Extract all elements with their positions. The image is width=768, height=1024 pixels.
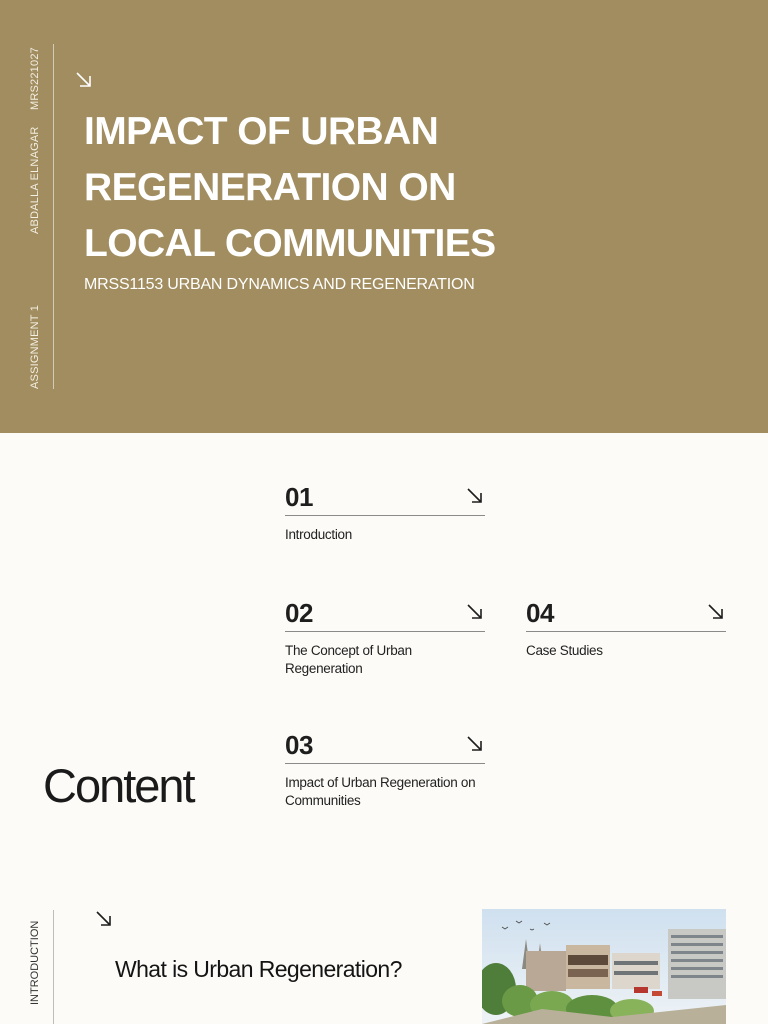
- author-name: ABDALLA ELNAGAR: [29, 126, 41, 234]
- course-subtitle: MRSS1153 URBAN DYNAMICS AND REGENERATION: [84, 276, 475, 293]
- title-line-3: LOCAL COMMUNITIES: [84, 222, 496, 265]
- student-id: MRS221027: [29, 47, 41, 110]
- toc-number: 04: [526, 598, 554, 628]
- title-line-2: REGENERATION ON: [84, 166, 456, 209]
- arrow-down-right-icon: [465, 734, 485, 754]
- urban-regeneration-photo: [482, 909, 726, 1024]
- toc-number: 01: [285, 482, 313, 512]
- section-title: What is Urban Regeneration?: [115, 956, 402, 982]
- toc-divider: [285, 631, 485, 632]
- assignment-label: ASSIGNMENT 1: [29, 304, 41, 389]
- toc-number: 02: [285, 598, 313, 628]
- city-scene-image: [482, 909, 726, 1024]
- arrow-down-right-icon: [465, 486, 485, 506]
- page-title: [84, 104, 644, 272]
- toc-divider: [285, 763, 485, 764]
- arrow-down-right-icon: [706, 602, 726, 622]
- toc-divider: [285, 515, 485, 516]
- toc-item-02[interactable]: [285, 598, 485, 678]
- vertical-divider: [53, 910, 54, 1024]
- toc-divider: [526, 631, 726, 632]
- title-line-1: IMPACT OF URBAN: [84, 110, 439, 153]
- toc-item-03[interactable]: [285, 730, 485, 810]
- toc-label: Impact of Urban Regeneration on Communities: [285, 775, 476, 808]
- arrow-down-right-icon: [465, 602, 485, 622]
- content-heading: Content: [43, 759, 194, 812]
- toc-label: Case Studies: [526, 643, 603, 658]
- section-label: INTRODUCTION: [29, 920, 41, 1005]
- toc-item-01[interactable]: [285, 482, 485, 544]
- toc-label: Introduction: [285, 527, 352, 542]
- toc-number: 03: [285, 730, 313, 760]
- arrow-down-right-icon: [93, 908, 115, 930]
- vertical-divider: [53, 44, 54, 389]
- toc-label: The Concept of Urban Regeneration: [285, 643, 412, 676]
- cover-section: [0, 0, 768, 433]
- toc-item-04[interactable]: [526, 598, 726, 660]
- arrow-down-right-icon: [72, 68, 96, 92]
